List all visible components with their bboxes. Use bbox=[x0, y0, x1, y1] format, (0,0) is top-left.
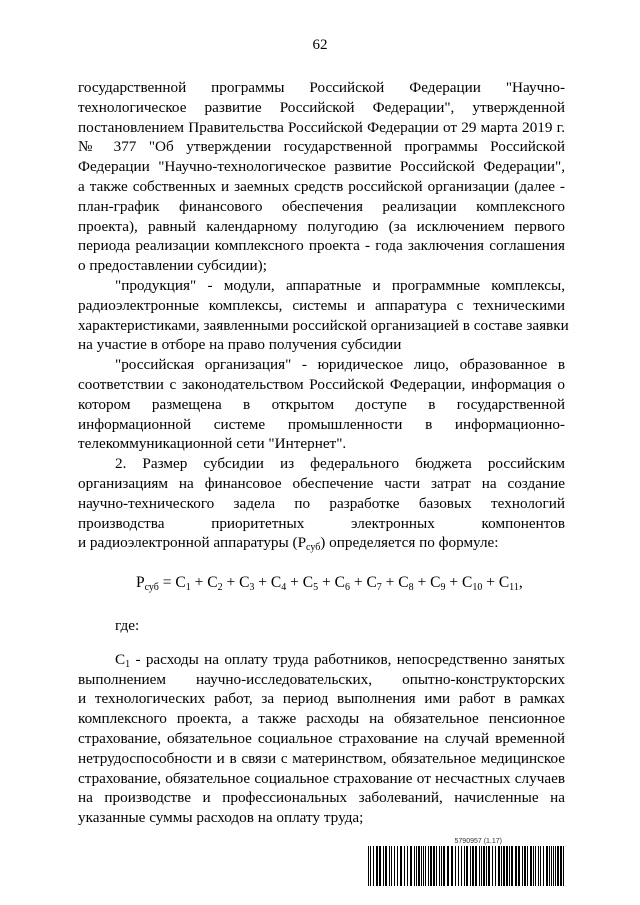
text-line: план-график финансового обеспечения реализации комплексного bbox=[78, 197, 565, 215]
text-line: выполнением научно-исследовательских, опытно-конструкторских bbox=[78, 670, 565, 688]
text-line: соответствии с законодательством Российской Федерации, информация о bbox=[78, 375, 565, 393]
text-line: производства приоритетных электронных компонентов bbox=[78, 514, 565, 532]
definition-rossiyskaya-organizaciya: "российская организация" - юридическое лицо, образованное в bbox=[115, 356, 565, 374]
formula-term: C bbox=[498, 574, 510, 592]
document-body bbox=[78, 78, 569, 828]
definition-c1: $C_1$ - расходы на оплату труда работников, непосредственно занятых bbox=[115, 650, 565, 670]
text-line: телекоммуникационной сети "Интернет". bbox=[78, 435, 347, 453]
formula-term: C bbox=[270, 574, 282, 592]
formula-lhs: P bbox=[136, 574, 145, 592]
formula-term: C bbox=[207, 574, 218, 592]
formula-term: C bbox=[334, 574, 345, 592]
text-line: и радиоэлектронной аппаратуры $(P_{суб})$ определяется по формуле: bbox=[78, 534, 499, 554]
text-line: на производстве и профессиональных заболеваний, начисленные на bbox=[78, 789, 565, 807]
barcode-block bbox=[368, 838, 564, 886]
text-line: страхование, обязательное социальное страхование на случай временной bbox=[78, 729, 565, 747]
text-line: нетрудоспособности и в связи с материнством, обязательное медицинское bbox=[78, 749, 565, 767]
formula-term: C bbox=[239, 574, 250, 592]
text-line: на участие в отборе на право получения субсидии bbox=[78, 336, 402, 354]
formula-term: C bbox=[302, 574, 314, 592]
text-line: комплексного проекта, а также расходы на обязательное пенсионное bbox=[78, 710, 565, 728]
text-line: № 377 "Об утверждении государственной программы Российской bbox=[78, 138, 565, 156]
text-line: о предоставлении субсидии); bbox=[78, 257, 267, 275]
barcode-icon bbox=[368, 846, 564, 886]
text-line: характеристиками, заявленными российской организацией в составе заявки bbox=[78, 316, 569, 334]
text-line: технологическое развитие Российской Федерации", утвержденной bbox=[78, 98, 565, 116]
text-line: Федерации "Научно-технологическое развитие Российской Федерации", bbox=[78, 158, 565, 176]
where-label: где: bbox=[115, 616, 140, 634]
text-line: а также собственных и заемных средств российской организации (далее - bbox=[78, 177, 565, 195]
page-number: 62 bbox=[312, 37, 328, 53]
clause-2: 2. Размер субсидии из федерального бюджета российским bbox=[115, 455, 565, 473]
text-line: периода реализации комплексного проекта - года заключения соглашения bbox=[78, 237, 565, 255]
text-line: государственной программы Российской Федерации "Научно- bbox=[78, 79, 565, 96]
barcode-number: 5790957 (1.17) bbox=[454, 838, 502, 845]
formula-term: C bbox=[366, 574, 377, 592]
formula-term: C bbox=[430, 574, 441, 592]
subsidy-formula: $P_{суб} = C_1 + C_2 + C_3 + C_4 + C_5 + C_6 + C_7 + C_8 + C_9 + C_{10} + C_{11}$, bbox=[136, 574, 523, 594]
text-line: организациям на финансовое обеспечение части затрат на создание bbox=[78, 474, 565, 492]
text-line: и технологических работ, за период выполнения ими работ в рамках bbox=[78, 690, 565, 708]
text-line: информационной системе промышленности в информационно- bbox=[78, 415, 565, 433]
formula-term: C bbox=[398, 574, 409, 592]
text-line: постановлением Правительства Российской Федерации от 29 марта 2019 г. bbox=[78, 118, 565, 136]
definition-produkciya: "продукция" - модули, аппаратные и программные комплексы, bbox=[115, 276, 565, 294]
formula-term: C bbox=[175, 574, 186, 592]
text-line: указанные суммы расходов на оплату труда; bbox=[78, 809, 364, 827]
c1-symbol: C bbox=[115, 650, 126, 668]
text-line: проекта), равный календарному полугодию (за исключением первого bbox=[78, 217, 565, 235]
text-line: научно-технического задела по разработке базовых технологий bbox=[78, 494, 565, 512]
text-line: страхование, обязательное социальное страхование от несчастных случаев bbox=[78, 769, 565, 787]
text-line: котором размещена в открытом доступе в государственной bbox=[78, 395, 565, 413]
text-line: радиоэлектронные комплексы, системы и аппаратура с техническими bbox=[78, 296, 565, 314]
formula-term: C bbox=[461, 574, 473, 592]
